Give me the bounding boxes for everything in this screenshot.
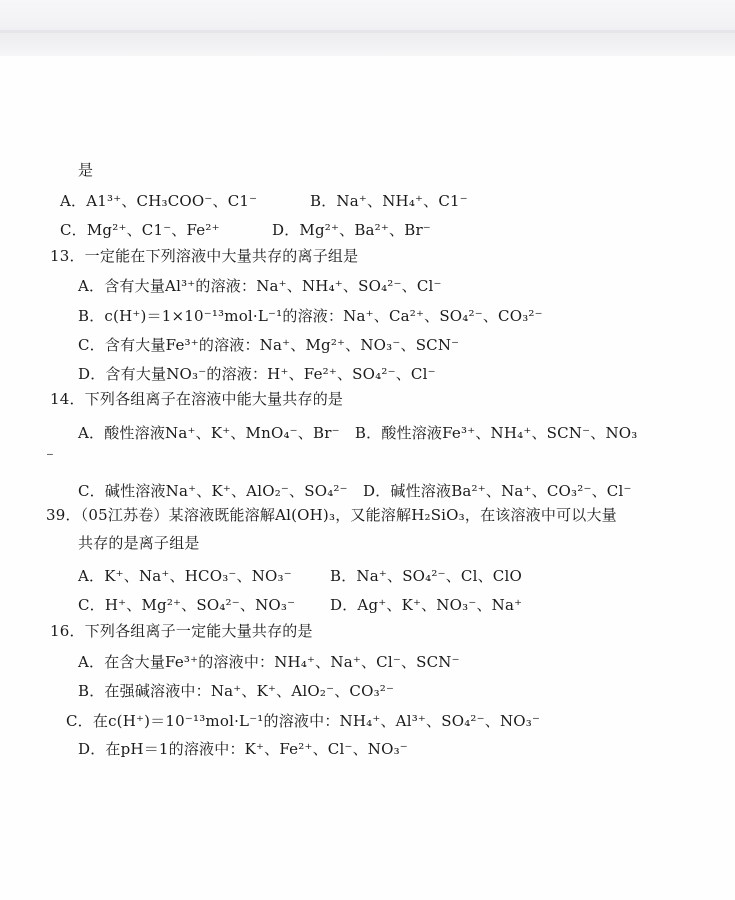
option-b: B．c(H⁺)＝1×10⁻¹³mol·L⁻¹的溶液：Na⁺、Ca²⁺、SO₄²⁻、CO₃²⁻ bbox=[78, 307, 543, 325]
option-d: D．Ag⁺、K⁺、NO₃⁻、Na⁺ bbox=[330, 596, 523, 614]
option-a: A．A1³⁺、CH₃COO⁻、C1⁻ bbox=[60, 192, 258, 210]
option-d: D．含有大量NO₃⁻的溶液：H⁺、Fe²⁺、SO₄²⁻、Cl⁻ bbox=[78, 365, 436, 383]
text-line: ⁻ bbox=[46, 448, 55, 466]
text-line: 是 bbox=[78, 161, 94, 179]
option-d: D．在pH＝1的溶液中：K⁺、Fe²⁺、Cl⁻、NO₃⁻ bbox=[78, 740, 408, 758]
question-16: 16．下列各组离子一定能大量共存的是 bbox=[50, 622, 313, 640]
option-c: C．含有大量Fe³⁺的溶液：Na⁺、Mg²⁺、NO₃⁻、SCN⁻ bbox=[78, 336, 460, 354]
text-line: 共存的是离子组是 bbox=[78, 534, 200, 552]
option-c: C．H⁺、Mg²⁺、SO₄²⁻、NO₃⁻ bbox=[78, 596, 296, 614]
option-b: B．Na⁺、NH₄⁺、C1⁻ bbox=[310, 192, 468, 210]
option-c: C．在c(H⁺)＝10⁻¹³mol·L⁻¹的溶液中：NH₄⁺、Al³⁺、SO₄²⁻、NO₃⁻ bbox=[66, 712, 541, 730]
option-a: A．K⁺、Na⁺、HCO₃⁻、NO₃⁻ bbox=[78, 567, 292, 585]
option-a: A．在含大量Fe³⁺的溶液中：NH₄⁺、Na⁺、Cl⁻、SCN⁻ bbox=[78, 653, 460, 671]
question-14: 14．下列各组离子在溶液中能大量共存的是 bbox=[50, 390, 344, 408]
question-13: 13．一定能在下列溶液中大量共存的离子组是 bbox=[50, 247, 359, 265]
option-c: C．Mg²⁺、C1⁻、Fe²⁺ bbox=[60, 221, 220, 239]
option-a: A．含有大量Al³⁺的溶液：Na⁺、NH₄⁺、SO₄²⁻、Cl⁻ bbox=[78, 277, 442, 295]
option-b: B．在强碱溶液中：Na⁺、K⁺、AlO₂⁻、CO₃²⁻ bbox=[78, 682, 395, 700]
question-39: 39．（05江苏卷）某溶液既能溶解Al(OH)₃，又能溶解H₂SiO₃，在该溶液中可以大量 bbox=[46, 506, 617, 524]
option-d: D．Mg²⁺、Ba²⁺、Br⁻ bbox=[272, 221, 431, 239]
options-ab: A．酸性溶液Na⁺、K⁺、MnO₄⁻、Br⁻ B．酸性溶液Fe³⁺、NH₄⁺、SCN⁻、NO₃ bbox=[78, 424, 638, 442]
top-band bbox=[0, 0, 735, 56]
options-cd: C．碱性溶液Na⁺、K⁺、AlO₂⁻、SO₄²⁻ D．碱性溶液Ba²⁺、Na⁺、CO₃²⁻、Cl⁻ bbox=[78, 482, 632, 500]
option-b: B．Na⁺、SO₄²⁻、Cl、ClO bbox=[330, 567, 522, 585]
